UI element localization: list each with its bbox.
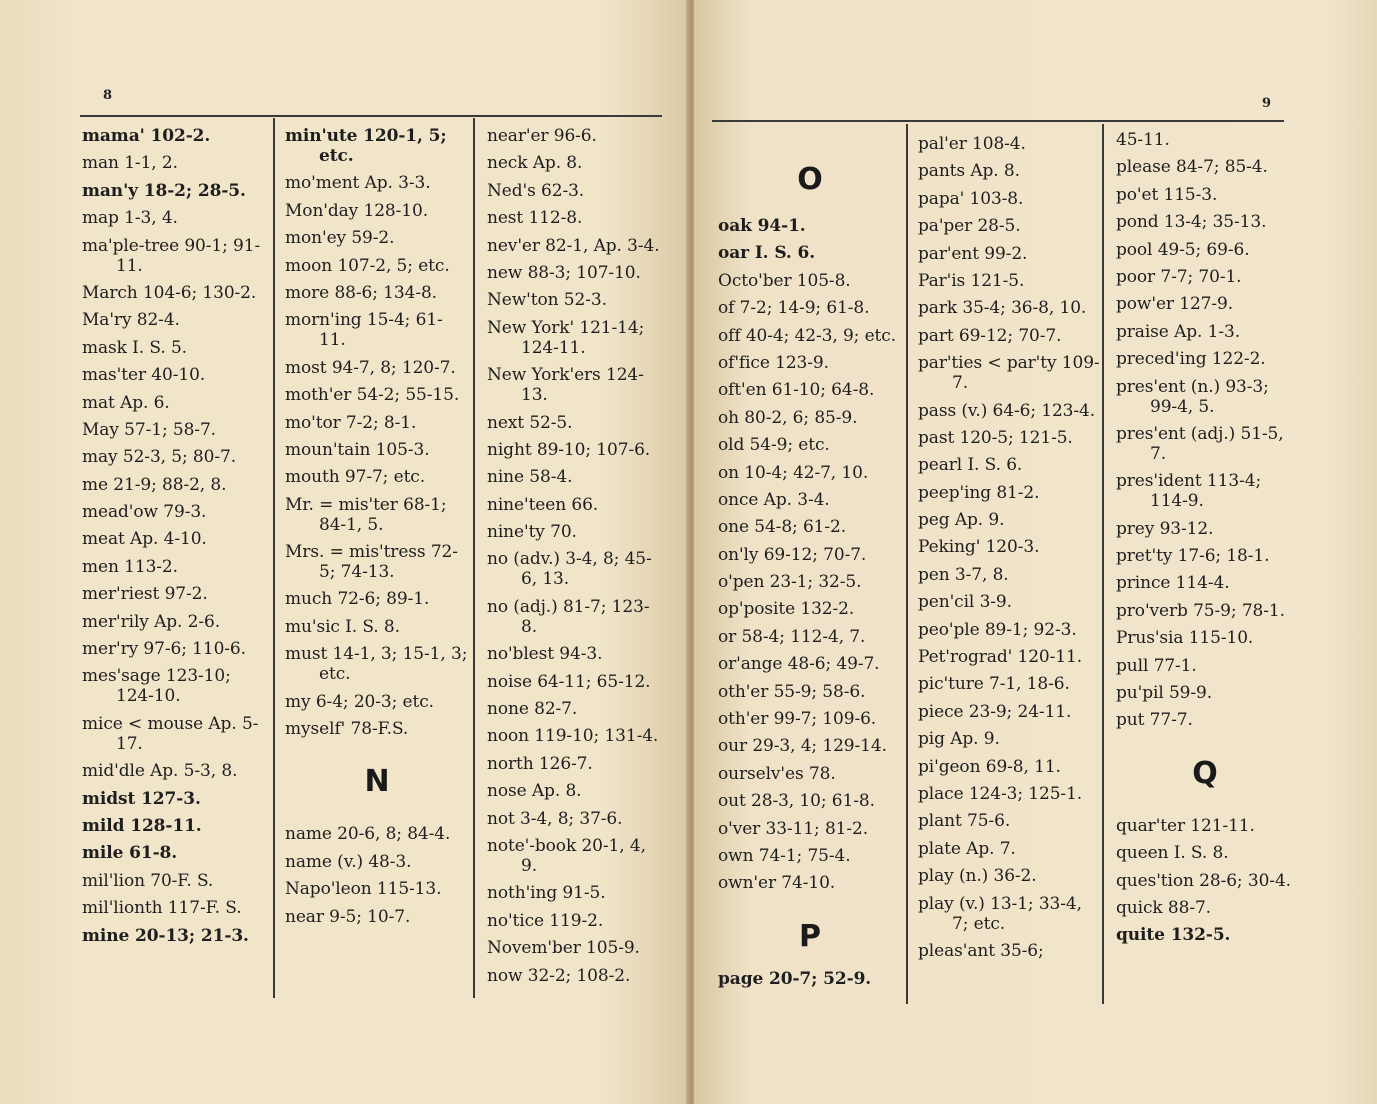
index-entry: queen I. S. 8. (1116, 843, 1229, 864)
index-entry: po'et 115-3. (1116, 184, 1218, 205)
index-entry: Mr. = mis'ter 68-1; 84-1, 5. (285, 494, 447, 535)
index-entry: noise 64-11; 65-12. (487, 671, 651, 692)
index-entry: meat Ap. 4-10. (82, 529, 207, 550)
index-entry: pow'er 127-9. (1116, 294, 1234, 315)
index-entry: pleas'ant 35-6; (918, 940, 1044, 961)
index-entry: min'ute 120-1, 5; etc. (285, 126, 447, 166)
index-entry: north 126-7. (487, 753, 593, 774)
index-entry: note'-book 20-1, 4, 9. (487, 835, 646, 876)
index-entry: off 40-4; 42-3, 9; etc. (718, 325, 897, 346)
index-entry: ma'ple-tree 90-1; 91-11. (82, 235, 261, 276)
index-entry: name 20-6, 8; 84-4. (285, 824, 451, 845)
index-entry: New'ton 52-3. (487, 290, 607, 311)
index-entry: most 94-7, 8; 120-7. (285, 357, 456, 378)
index-entry: mice < mouse Ap. 5-17. (82, 713, 259, 754)
index-entry: nose Ap. 8. (487, 781, 582, 802)
index-entry: peep'ing 81-2. (918, 482, 1040, 503)
index-entry: pic'ture 7-1, 18-6. (918, 674, 1070, 695)
index-entry: pass (v.) 64-6; 123-4. (918, 400, 1096, 421)
index-entry: now 32-2; 108-2. (487, 965, 631, 986)
index-entry: play (v.) 13-1; 33-4, 7; etc. (918, 893, 1082, 934)
index-entry: oft'en 61-10; 64-8. (718, 380, 875, 401)
index-entry: once Ap. 3-4. (718, 489, 830, 510)
index-entry: pu'pil 59-9. (1116, 683, 1213, 704)
index-entry: nine'teen 66. (487, 494, 599, 515)
index-entry: plant 75-6. (918, 811, 1011, 832)
index-entry: Peking' 120-3. (918, 537, 1040, 558)
index-entry: par'ties < par'ty 109-7. (918, 353, 1100, 394)
index-entry: prey 93-12. (1116, 518, 1214, 539)
index-entry: pal'er 108-4. (918, 134, 1026, 154)
index-entry: near 9-5; 10-7. (285, 906, 411, 927)
index-entry: or 58-4; 112-4, 7. (718, 626, 866, 647)
index-entry: near'er 96-6. (487, 126, 597, 146)
index-entry: mead'ow 79-3. (82, 502, 207, 523)
index-entry: pro'verb 75-9; 78-1. (1116, 600, 1285, 621)
index-entry: New York'ers 124-13. (487, 365, 644, 406)
index-column (285, 126, 469, 934)
index-entry: pi'geon 69-8, 11. (918, 756, 1061, 777)
index-entry: mer'riest 97-2. (82, 584, 208, 605)
index-entry: oar I. S. 6. (718, 243, 816, 264)
index-entry: nest 112-8. (487, 208, 583, 229)
index-entry: put 77-7. (1116, 710, 1193, 731)
index-entry: ourselv'es 78. (718, 763, 836, 784)
index-entry: quite 132-5. (1116, 925, 1231, 946)
index-entry: pres'ent (n.) 93-3; 99-4, 5. (1116, 376, 1269, 417)
index-entry: prince 114-4. (1116, 573, 1230, 594)
index-entry: preced'ing 122-2. (1116, 349, 1266, 370)
index-entry: Pet'rograd' 120-11. (918, 647, 1083, 668)
index-entry: no (adj.) 81-7; 123-8. (487, 596, 650, 637)
index-entry: oak 94-1. (718, 216, 806, 236)
index-entry: mouth 97-7; etc. (285, 467, 426, 488)
index-entry: moun'tain 105-3. (285, 439, 430, 460)
index-entry: 45-11. (1116, 130, 1170, 150)
index-entry: midst 127-3. (82, 788, 201, 809)
index-entry: must 14-1, 3; 15-1, 3; etc. (285, 644, 468, 685)
index-entry: Prus'sia 115-10. (1116, 628, 1254, 649)
index-entry: of'fice 123-9. (718, 352, 829, 373)
index-entry: pants Ap. 8. (918, 161, 1020, 182)
index-entry: please 84-7; 85-4. (1116, 157, 1268, 178)
index-entry: quar'ter 121-11. (1116, 815, 1255, 836)
index-column (82, 126, 268, 953)
index-entry: poor 7-7; 70-1. (1116, 266, 1242, 287)
index-entry: mer'rily Ap. 2-6. (82, 611, 221, 632)
index-entry: mu'sic I. S. 8. (285, 616, 400, 637)
index-entry: peo'ple 89-1; 92-3. (918, 619, 1077, 640)
index-entry: pearl I. S. 6. (918, 455, 1023, 476)
index-entry: man 1-1, 2. (82, 153, 178, 174)
index-entry: neck Ap. 8. (487, 153, 583, 174)
index-entry: night 89-10; 107-6. (487, 439, 651, 460)
index-entry: Ned's 62-3. (487, 180, 585, 201)
index-entry: oth'er 99-7; 109-6. (718, 709, 877, 730)
index-entry: pond 13-4; 35-13. (1116, 212, 1267, 233)
index-entry: on'ly 69-12; 70-7. (718, 544, 867, 565)
index-entry: old 54-9; etc. (718, 435, 830, 456)
index-entry: next 52-5. (487, 412, 573, 433)
index-entry: mo'tor 7-2; 8-1. (285, 412, 417, 433)
index-entry: more 88-6; 134-8. (285, 282, 437, 303)
index-entry: moon 107-2, 5; etc. (285, 255, 450, 276)
top-rule (80, 115, 662, 117)
index-entry: mid'dle Ap. 5-3, 8. (82, 761, 238, 782)
index-entry: mil'lionth 117-F. S. (82, 898, 242, 919)
section-letter: N (364, 764, 390, 800)
index-entry: Mrs. = mis'tress 72-5; 74-13. (285, 542, 458, 583)
index-entry: mas'ter 40-10. (82, 365, 206, 386)
index-entry: may 52-3, 5; 80-7. (82, 447, 237, 468)
index-entry: oh 80-2, 6; 85-9. (718, 407, 858, 428)
index-entry: no'tice 119-2. (487, 910, 604, 931)
index-entry: man'y 18-2; 28-5. (82, 180, 246, 201)
index-entry: piece 23-9; 24-11. (918, 701, 1072, 722)
section-letter: O (797, 162, 823, 197)
index-entry: March 104-6; 130-2. (82, 282, 257, 303)
index-entry: our 29-3, 4; 129-14. (718, 736, 887, 757)
index-entry: part 69-12; 70-7. (918, 325, 1062, 346)
column-divider (906, 124, 908, 1004)
index-entry: o'pen 23-1; 32-5. (718, 572, 862, 593)
column-divider (1102, 124, 1104, 1004)
index-column (718, 160, 902, 996)
section-letter: P (799, 918, 821, 954)
index-column (1116, 130, 1294, 953)
index-entry: noth'ing 91-5. (487, 883, 606, 904)
index-entry: me 21-9; 88-2, 8. (82, 474, 227, 495)
index-entry: mask I. S. 5. (82, 337, 187, 358)
index-entry: or'ange 48-6; 49-7. (718, 654, 880, 675)
index-entry: Novem'ber 105-9. (487, 938, 640, 959)
index-entry: own 74-1; 75-4. (718, 845, 851, 866)
index-entry: much 72-6; 89-1. (285, 589, 430, 610)
index-entry: pen 3-7, 8. (918, 564, 1009, 585)
index-entry: mes'sage 123-10; 124-10. (82, 666, 231, 707)
page-number: 8 (103, 88, 113, 103)
index-entry: pres'ent (adj.) 51-5, 7. (1116, 423, 1284, 464)
index-entry: Par'is 121-5. (918, 270, 1025, 291)
page-number: 9 (1262, 96, 1272, 111)
index-entry: Mon'day 128-10. (285, 200, 429, 221)
index-entry: quick 88-7. (1116, 897, 1211, 918)
index-entry: praise Ap. 1-3. (1116, 321, 1241, 342)
index-entry: out 28-3, 10; 61-8. (718, 791, 875, 812)
index-entry: page 20-7; 52-9. (718, 968, 872, 989)
left-page (0, 0, 688, 1104)
index-entry: past 120-5; 121-5. (918, 427, 1073, 448)
index-entry: not 3-4, 8; 37-6. (487, 808, 623, 829)
column-divider (273, 118, 275, 998)
index-entry: Ma'ry 82-4. (82, 310, 180, 331)
index-entry: New York' 121-14; 124-11. (487, 317, 645, 358)
index-entry: play (n.) 36-2. (918, 866, 1037, 887)
index-entry: place 124-3; 125-1. (918, 783, 1083, 804)
index-entry: mon'ey 59-2. (285, 228, 395, 249)
index-entry: none 82-7. (487, 699, 578, 720)
index-entry: mil'lion 70-F. S. (82, 870, 214, 891)
index-entry: par'ent 99-2. (918, 243, 1028, 264)
index-entry: mat Ap. 6. (82, 392, 170, 413)
index-column (918, 134, 1100, 968)
index-entry: pret'ty 17-6; 18-1. (1116, 546, 1270, 567)
index-entry: mo'ment Ap. 3-3. (285, 173, 431, 194)
index-entry: op'posite 132-2. (718, 599, 855, 620)
index-entry: mine 20-13; 21-3. (82, 925, 249, 946)
index-entry: my 6-4; 20-3; etc. (285, 691, 434, 712)
index-entry: nine'ty 70. (487, 522, 577, 543)
index-entry: o'ver 33-11; 81-2. (718, 818, 869, 839)
index-entry: no'blest 94-3. (487, 644, 603, 665)
index-entry: Napo'leon 115-13. (285, 879, 442, 900)
index-entry: pres'ident 113-4; 114-9. (1116, 471, 1262, 512)
index-column (487, 126, 665, 993)
index-entry: noon 119-10; 131-4. (487, 726, 659, 747)
index-entry: men 113-2. (82, 556, 178, 577)
index-entry: new 88-3; 107-10. (487, 262, 641, 283)
index-entry: of 7-2; 14-9; 61-8. (718, 298, 870, 319)
index-entry: mile 61-8. (82, 843, 178, 864)
index-entry: park 35-4; 36-8, 10. (918, 298, 1087, 319)
index-entry: name (v.) 48-3. (285, 851, 412, 872)
section-letter: Q (1192, 755, 1218, 791)
index-entry: pool 49-5; 69-6. (1116, 239, 1250, 260)
index-entry: no (adv.) 3-4, 8; 45-6, 13. (487, 549, 652, 590)
index-entry: pen'cil 3-9. (918, 592, 1012, 613)
index-entry: own'er 74-10. (718, 873, 836, 894)
top-rule (712, 120, 1284, 122)
index-entry: pig Ap. 9. (918, 729, 1000, 750)
index-entry: papa' 103-8. (918, 188, 1024, 209)
index-entry: nev'er 82-1, Ap. 3-4. (487, 235, 660, 256)
index-entry: Octo'ber 105-8. (718, 270, 851, 291)
index-entry: moth'er 54-2; 55-15. (285, 385, 460, 406)
index-entry: pull 77-1. (1116, 655, 1197, 676)
index-entry: mama' 102-2. (82, 126, 211, 146)
index-entry: on 10-4; 42-7, 10. (718, 462, 869, 483)
index-entry: morn'ing 15-4; 61-11. (285, 310, 443, 351)
index-entry: peg Ap. 9. (918, 510, 1005, 531)
index-entry: nine 58-4. (487, 467, 573, 488)
index-entry: May 57-1; 58-7. (82, 419, 216, 440)
right-page (694, 0, 1377, 1104)
index-entry: mer'ry 97-6; 110-6. (82, 639, 246, 660)
index-entry: pa'per 28-5. (918, 216, 1021, 237)
index-entry: ques'tion 28-6; 30-4. (1116, 870, 1291, 891)
index-entry: map 1-3, 4. (82, 208, 178, 229)
index-entry: one 54-8; 61-2. (718, 517, 847, 538)
index-entry: mild 128-11. (82, 815, 202, 836)
index-entry: plate Ap. 7. (918, 838, 1016, 859)
index-entry: oth'er 55-9; 58-6. (718, 681, 866, 702)
index-entry: myself' 78-F.S. (285, 719, 409, 740)
column-divider (473, 118, 475, 998)
